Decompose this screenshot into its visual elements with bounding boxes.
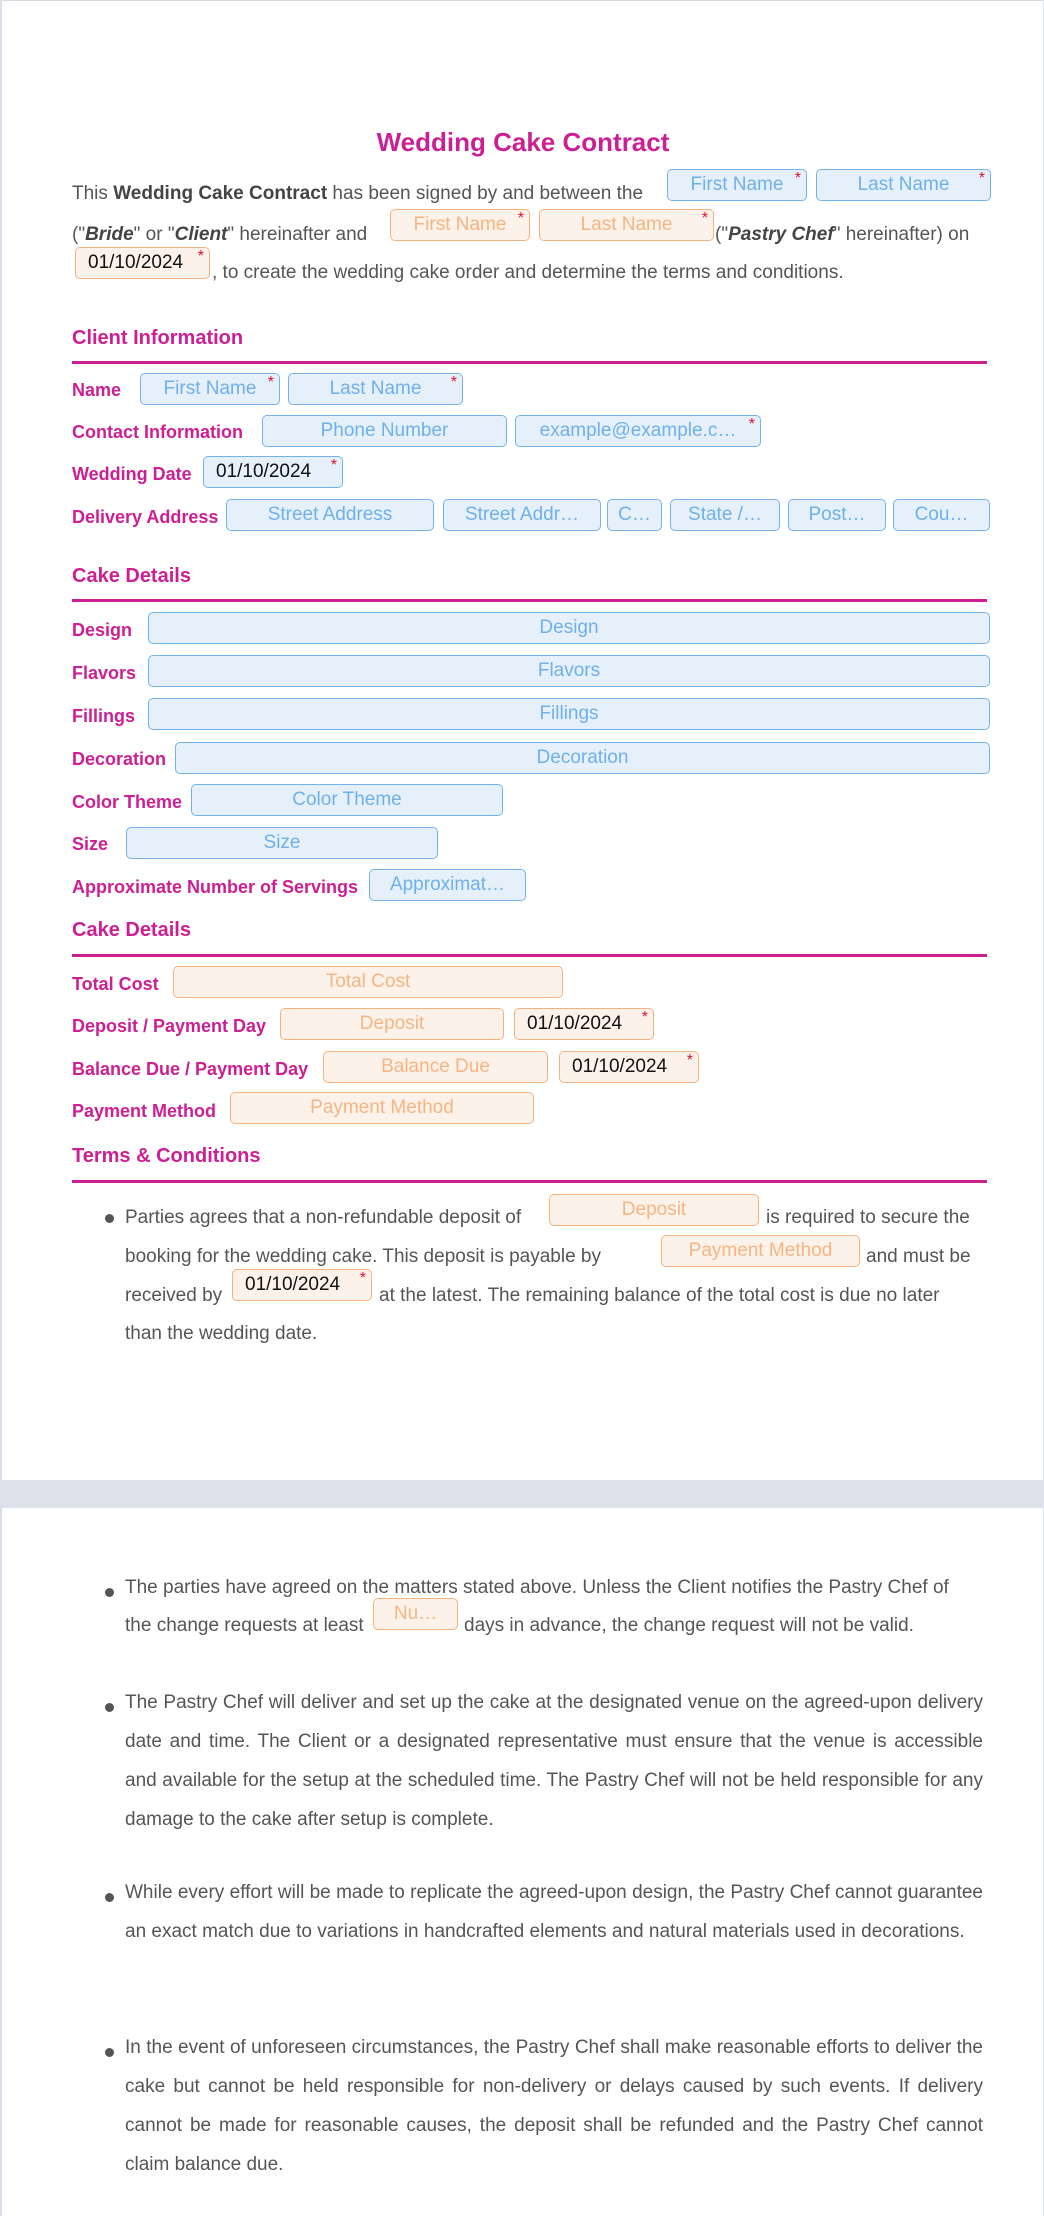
contract-page-1 (1, 0, 1043, 1480)
client-info-first-name-field[interactable]: First Name * (140, 373, 280, 405)
name-label: Name (72, 380, 122, 400)
balance-due-label: Balance Due / Payment Day (72, 1059, 309, 1079)
decoration-field[interactable]: Decoration (175, 742, 990, 774)
term-deposit-date-field[interactable]: 01/10/2024 * (232, 1269, 372, 1301)
deposit-label: Deposit / Payment Day (72, 1016, 267, 1036)
term-4-text: While every effort will be made to replicate the agreed-upon design, the Pastry Chef cannot guarantee an exact match due to variations in handcrafted elements and natural materials used in decorations. (125, 1882, 983, 1942)
contract-page-2 (1, 1508, 1043, 2216)
intro-line-2-end: ("Pastry Chef" hereinafter) on (715, 224, 970, 245)
term-1-text-a: Parties agrees that a non-refundable deposit of (125, 1207, 522, 1228)
term-1-text-b: is required to secure the (766, 1207, 970, 1228)
city-field[interactable]: C… (607, 499, 662, 531)
size-label: Size (72, 834, 109, 854)
term-3-text: The Pastry Chef will deliver and set up the cake at the designated venue on the agreed-upon delivery date and time. The Client or a designated representative must ensure that the venue is accessible and available for the setup at the scheduled time. The Pastry Chef will not be held responsible for any damage to the cake after setup is complete. (125, 1692, 983, 1830)
wedding-date-field[interactable]: 01/10/2024 * (203, 456, 343, 488)
term-5-text: In the event of unforeseen circumstances, the Pastry Chef shall make reasonable efforts to deliver the cake but cannot be held responsible for non-delivery or delays caused by such events. If delivery cannot be made for reasonable causes, the deposit shall be refunded and the Pastry Chef cannot claim balance due. (125, 2037, 983, 2175)
term-3-bullet (105, 1703, 114, 1712)
term-4-bullet (105, 1893, 114, 1902)
fillings-label: Fillings (72, 706, 135, 726)
contract-date-field[interactable]: 01/10/2024 * (75, 247, 210, 279)
chef-last-name-field[interactable]: Last Name * (539, 209, 714, 241)
payment-heading: Cake Details (72, 919, 191, 941)
intro-line-1: This Wedding Cake Contract has been signed by and between the (72, 183, 644, 204)
payment-method-label: Payment Method (72, 1101, 217, 1121)
chef-first-name-field[interactable]: First Name * (390, 209, 530, 241)
decoration-label: Decoration (72, 749, 167, 769)
street-address-2-field[interactable]: Street Addr… (443, 499, 601, 531)
street-address-field[interactable]: Street Address (226, 499, 434, 531)
term-2-text-b: the change requests at least (125, 1615, 364, 1636)
term-2-bullet (105, 1588, 114, 1597)
flavors-field[interactable]: Flavors (148, 655, 990, 687)
term-5-bullet (105, 2048, 114, 2057)
servings-field[interactable]: Approximat… (369, 869, 526, 901)
term-1-text-g: than the wedding date. (125, 1323, 318, 1344)
design-label: Design (72, 620, 133, 640)
deposit-date-field[interactable]: 01/10/2024 * (514, 1008, 654, 1040)
term-1-text-d: and must be (866, 1246, 971, 1267)
contact-info-label: Contact Information (72, 422, 243, 442)
client-first-name-field[interactable]: First Name * (667, 169, 807, 201)
servings-label: Approximate Number of Servings (72, 877, 359, 897)
wedding-date-label: Wedding Date (72, 464, 192, 484)
term-1-bullet (105, 1214, 114, 1223)
balance-due-field[interactable]: Balance Due (323, 1051, 548, 1083)
cake-details-divider (72, 599, 987, 602)
terms-divider (72, 1180, 987, 1183)
document-title: Wedding Cake Contract (376, 127, 670, 157)
term-2-text-c: days in advance, the change request will not be valid. (464, 1615, 914, 1636)
phone-number-field[interactable]: Phone Number (262, 415, 507, 447)
client-info-last-name-field[interactable]: Last Name * (288, 373, 463, 405)
total-cost-label: Total Cost (72, 974, 159, 994)
country-field[interactable]: Cou… (893, 499, 990, 531)
design-field[interactable]: Design (148, 612, 990, 644)
color-theme-field[interactable]: Color Theme (191, 784, 503, 816)
client-info-heading: Client Information (72, 327, 244, 349)
client-last-name-field[interactable]: Last Name * (816, 169, 991, 201)
payment-divider (72, 954, 987, 957)
client-info-divider (72, 361, 987, 364)
term-payment-method-field[interactable]: Payment Method (661, 1235, 860, 1267)
term-1-text-e: received by (125, 1285, 223, 1306)
size-field[interactable]: Size (126, 827, 438, 859)
term-deposit-field[interactable]: Deposit (549, 1194, 759, 1226)
terms-heading: Terms & Conditions (72, 1145, 261, 1167)
delivery-address-label: Delivery Address (72, 507, 219, 527)
cake-details-heading: Cake Details (72, 565, 191, 587)
balance-due-date-field[interactable]: 01/10/2024 * (559, 1051, 699, 1083)
postal-code-field[interactable]: Post… (788, 499, 886, 531)
term-notice-days-field[interactable]: Nu… (373, 1598, 458, 1630)
fillings-field[interactable]: Fillings (148, 698, 990, 730)
term-1-text-c: booking for the wedding cake. This deposit is payable by (125, 1246, 602, 1267)
payment-method-field[interactable]: Payment Method (230, 1092, 534, 1124)
flavors-label: Flavors (72, 663, 137, 683)
deposit-field[interactable]: Deposit (280, 1008, 504, 1040)
state-field[interactable]: State /… (670, 499, 780, 531)
color-theme-label: Color Theme (72, 792, 183, 812)
intro-line-2-start: ("Bride" or "Client" hereinafter and (72, 224, 368, 245)
intro-line-3: , to create the wedding cake order and determine the terms and conditions. (212, 262, 844, 283)
term-2-text-a: The parties have agreed on the matters stated above. Unless the Client notifies the Pastry Chef of (125, 1577, 949, 1598)
email-field[interactable]: example@example.c… * (515, 415, 761, 447)
term-1-text-f: at the latest. The remaining balance of the total cost is due no later (379, 1285, 940, 1306)
total-cost-field[interactable]: Total Cost (173, 966, 563, 998)
